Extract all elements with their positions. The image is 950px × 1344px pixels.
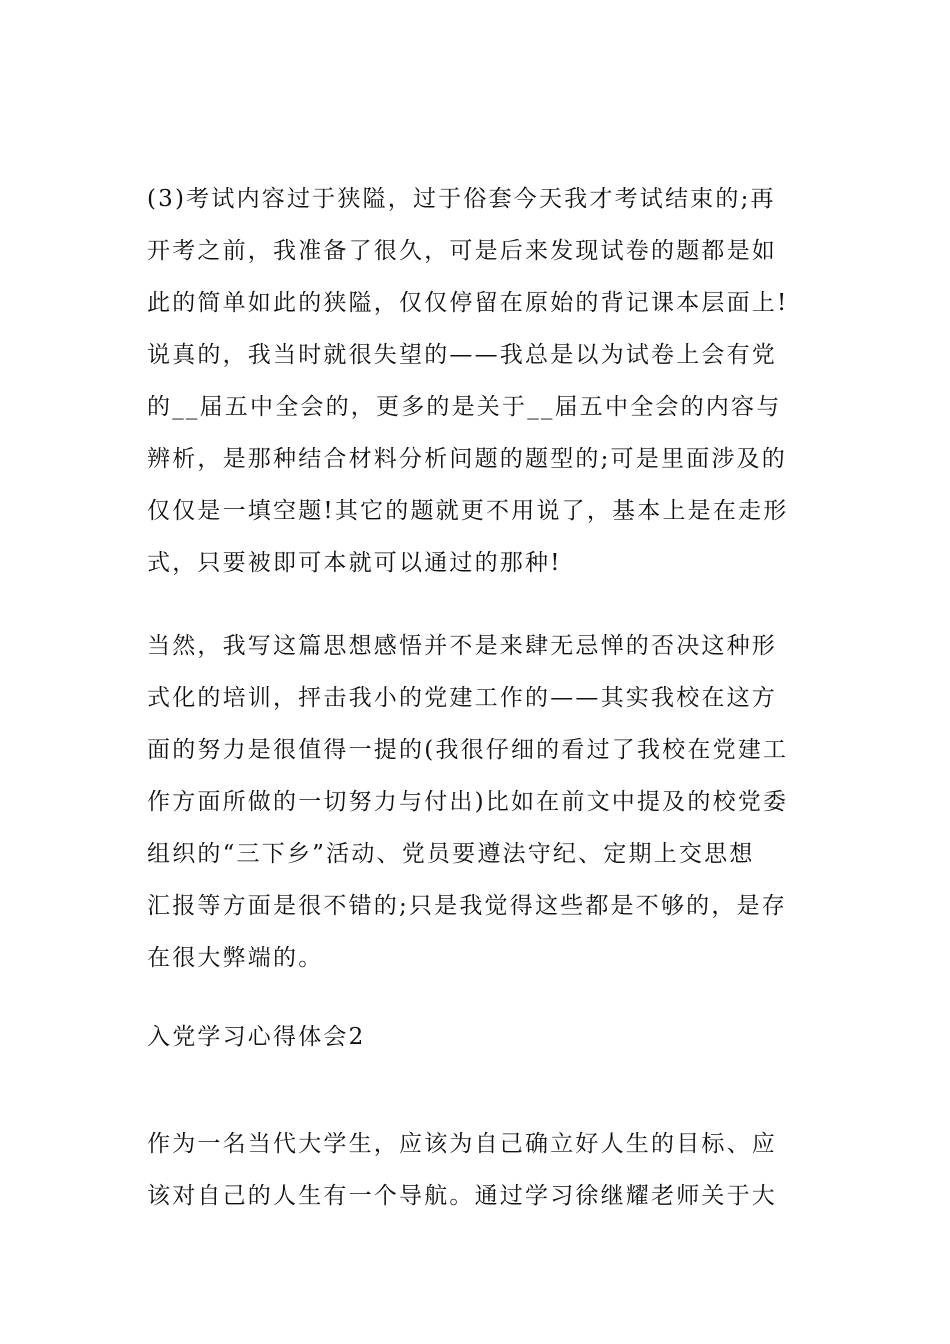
text-line: 作为一名当代大学生，应该为自己确立好人生的目标、应 [147, 1131, 777, 1157]
text-line: 说真的，我当时就很失望的——我总是以为试卷上会有党 [147, 342, 777, 368]
text-line: 面的努力是很值得一提的(我很仔细的看过了我校在党建工 [147, 737, 789, 763]
text-line: 辨析，是那种结合材料分析问题的题型的;可是里面涉及的 [147, 446, 787, 472]
text-line: 在很大弊端的。 [147, 945, 324, 971]
paragraph-exam-content [147, 173, 807, 589]
text-line: 式化的培训，抨击我小的党建工作的——其实我校在这方 [147, 685, 777, 711]
text-line: 该对自己的人生有一个导航。通过学习徐继耀老师关于大 [147, 1183, 777, 1209]
text-line: (3)考试内容过于狭隘，过于俗套今天我才考试结束的;再 [147, 186, 776, 212]
text-line: 此的简单如此的狭隘，仅仅停留在原始的背记课本层面上! [147, 290, 789, 316]
text-line: 组织的“三下乡”活动、党员要遵法守纪、定期上交思想 [147, 841, 755, 867]
text-line: 当然，我写这篇思想感悟并不是来肆无忌惮的否决这种形 [147, 633, 777, 659]
section-heading [147, 1011, 807, 1063]
text-line: 式，只要被即可本就可以通过的那种! [147, 550, 562, 576]
text-line: 开考之前，我准备了很久，可是后来发现试卷的题都是如 [147, 238, 777, 264]
text-line: 的__届五中全会的，更多的是关于__届五中全会的内容与 [147, 394, 782, 420]
section-heading-text: 入党学习心得体会2 [147, 1024, 366, 1050]
paragraph-reflection [147, 620, 807, 984]
text-line: 汇报等方面是很不错的;只是我觉得这些都是不够的，是存 [147, 893, 787, 919]
text-line: 作方面所做的一切努力与付出)比如在前文中提及的校党委 [147, 789, 789, 815]
text-line: 仅仅是一填空题!其它的题就更不用说了，基本上是在走形 [147, 498, 789, 524]
paragraph-student-goals [147, 1118, 807, 1222]
